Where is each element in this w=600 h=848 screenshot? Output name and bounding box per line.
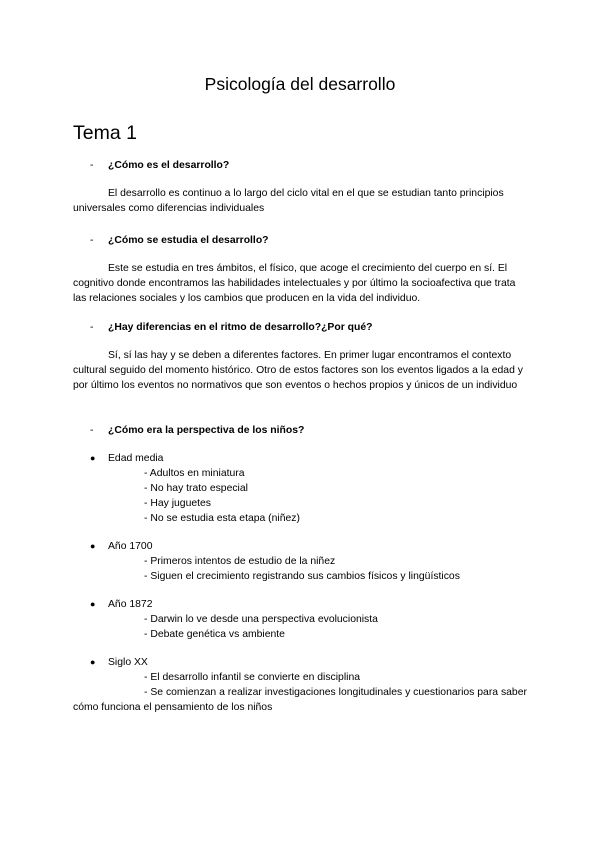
period-label: Edad media <box>108 453 164 464</box>
dash-marker: - <box>90 235 94 246</box>
list-item: - Darwin lo ve desde una perspectiva evolucionista <box>144 614 378 625</box>
dash-marker: - <box>90 322 94 333</box>
section-heading: Tema 1 <box>73 122 137 144</box>
document-title: Psicología del desarrollo <box>204 74 396 94</box>
period-label: Año 1872 <box>108 599 153 610</box>
paragraph-text: Sí, sí las hay y se deben a diferentes factores. En primer lugar encontramos el contexto cultural seguido del momento histórico. Otro de estos factores son los eventos ligados a la edad y por último los eventos no normativos que son eventos o hechos propios y únicos de un individuo <box>73 350 523 391</box>
list-item: - Adultos en miniatura <box>144 468 245 479</box>
list-item: - Primeros intentos de estudio de la niñez <box>144 556 336 567</box>
list-item <box>73 685 533 715</box>
question-text: ¿Cómo era la perspectiva de los niños? <box>108 425 305 436</box>
dash-marker: - <box>90 425 94 436</box>
dash-marker: - <box>90 160 94 171</box>
question-3 <box>90 321 372 334</box>
question-text: ¿Hay diferencias en el ritmo de desarrollo?¿Por qué? <box>108 322 373 333</box>
period-siglo-xx <box>90 656 148 669</box>
bullet-marker: ● <box>90 657 96 667</box>
question-text: ¿Cómo se estudia el desarrollo? <box>108 235 269 246</box>
question-2 <box>90 234 269 247</box>
list-item: - Debate genética vs ambiente <box>144 629 285 640</box>
period-1872 <box>90 598 153 611</box>
period-label: Año 1700 <box>108 541 153 552</box>
answer-2 <box>73 261 528 306</box>
paragraph-text: El desarrollo es continuo a lo largo del ciclo vital en el que se estudian tanto principios universales como diferencias individuales <box>73 188 504 214</box>
answer-1 <box>73 186 528 216</box>
list-item: - El desarrollo infantil se convierte en disciplina <box>144 672 361 683</box>
question-4 <box>90 424 304 437</box>
bullet-marker: ● <box>90 541 96 551</box>
paragraph-text: Este se estudia en tres ámbitos, el físico, que acoge el crecimiento del cuerpo en sí. El cognitivo donde encontramos las habilidades intelectuales y por último la socioafectiva que trata las relaciones sociales y los cambios que producen en la vida del individuo. <box>73 263 516 304</box>
bullet-marker: ● <box>90 599 96 609</box>
list-item: - Hay juguetes <box>144 498 211 509</box>
list-item: - Siguen el crecimiento registrando sus cambios físicos y lingüísticos <box>144 571 460 582</box>
bullet-marker: ● <box>90 453 96 463</box>
answer-3 <box>73 348 528 393</box>
question-text: ¿Cómo es el desarrollo? <box>108 160 230 171</box>
list-item-text: - Se comienzan a realizar investigaciones longitudinales y cuestionarios para saber cómo funciona el pensamiento de los niños <box>73 687 527 713</box>
question-1 <box>90 159 229 172</box>
list-item: - No hay trato especial <box>144 483 248 494</box>
period-edad-media <box>90 452 163 465</box>
period-1700 <box>90 540 153 553</box>
period-label: Siglo XX <box>108 657 148 668</box>
list-item: - No se estudia esta etapa (niñez) <box>144 513 300 524</box>
